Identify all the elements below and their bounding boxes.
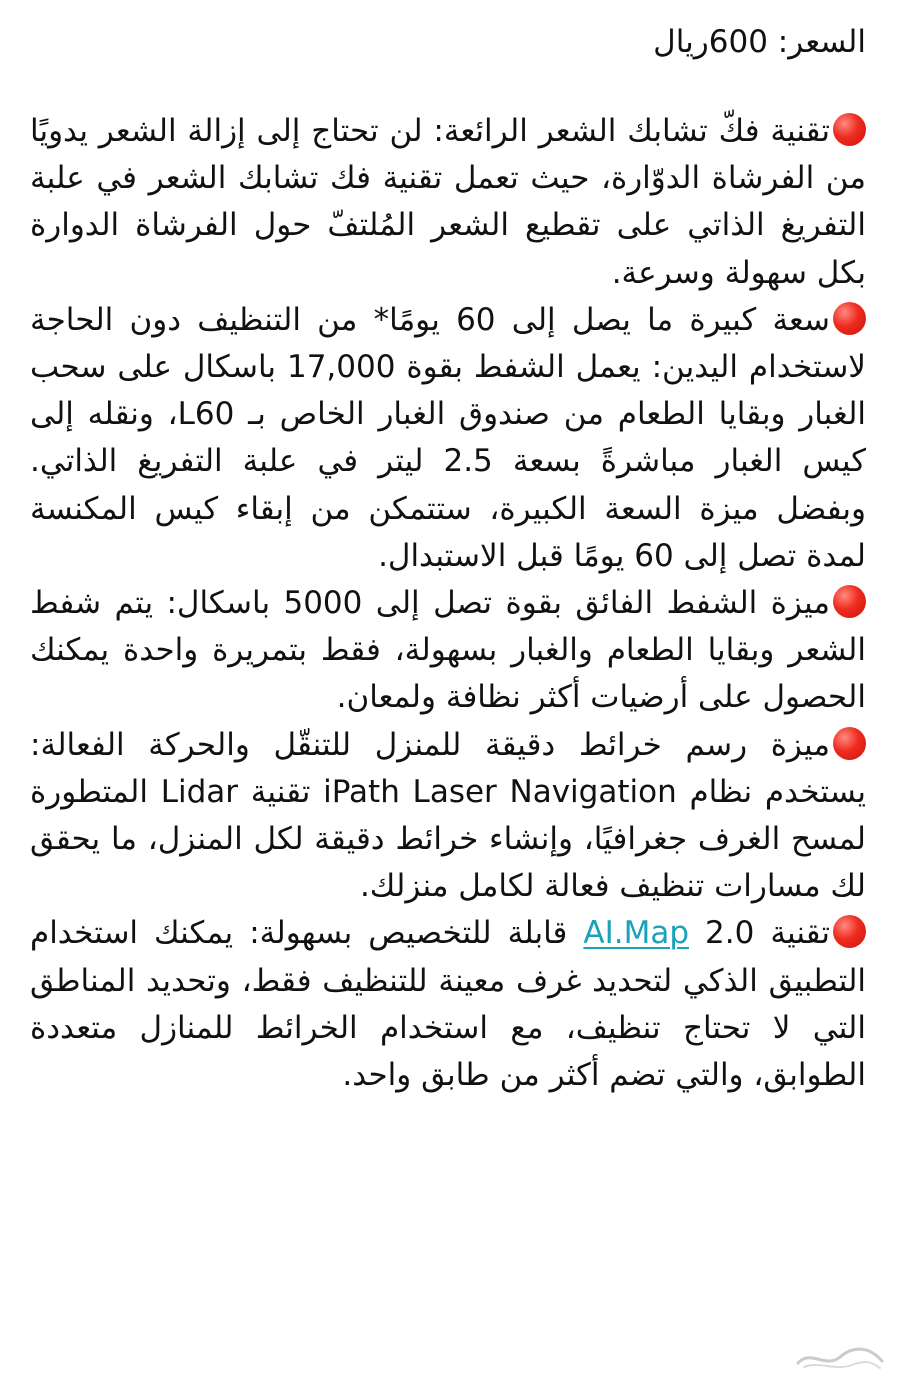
- red-circle-icon: [833, 113, 866, 146]
- feature-text: سعة كبيرة ما يصل إلى 60 يومًا* من التنظيف دون الحاجة لاستخدام اليدين: يعمل الشفط بقوة 17,000 باسكال على سحب الغبار وبقايا الطعام من صندوق الغبار الخاص بـ L60، ونقله إلى كيس الغبار مباشرةً بسعة 2.5 ليتر في علبة التفريغ الذاتي. وبفضل ميزة السعة الكبيرة، ستتمكن من إبقاء كيس المكنسة لمدة تصل إلى 60 يومًا قبل الاستبدال.: [30, 301, 867, 574]
- red-circle-icon: [833, 727, 866, 760]
- watermark-logo: [792, 1339, 888, 1373]
- feature-text-before-link: تقنية 2.0: [689, 915, 830, 952]
- feature-text-after-link: قابلة للتخصيص بسهولة: يمكنك استخدام التطبيق الذكي لتحديد غرف معينة للتنظيف فقط، وتحديد المناطق التي لا تحتاج تنظيف، مع استخدام الخرائط للمنازل متعددة الطوابق، والتي تضم أكثر من طابق واحد.: [30, 915, 866, 1094]
- feature-paragraph-ai-map: [30, 910, 866, 1099]
- feature-text: ميزة رسم خرائط دقيقة للمنزل للتنقّل والحركة الفعالة: يستخدم نظام iPath Laser Navigation تقنية Lidar المتطورة لمسح الغرف جغرافيًا، وإنشاء خرائط دقيقة لكل المنزل، ما يحقق لك مسارات تنظيف فعالة لكامل منزلك.: [30, 726, 866, 905]
- ai-map-link[interactable]: AI.Map: [583, 915, 690, 952]
- feature-paragraph-suction: [30, 580, 866, 722]
- red-circle-icon: [833, 302, 866, 335]
- feature-paragraph-capacity: [30, 297, 866, 580]
- feature-text: ميزة الشفط الفائق بقوة تصل إلى 5000 باسكال: يتم شفط الشعر وبقايا الطعام والغبار بسهولة، فقط بتمريرة واحدة يمكنك الحصول على أرضيات أكثر نظافة ولمعان.: [30, 585, 866, 716]
- price-line: السعر: 600ريال: [653, 24, 866, 60]
- document-body: [30, 18, 866, 1099]
- red-circle-icon: [833, 585, 866, 618]
- feature-paragraph-hair-detangle: [30, 108, 866, 297]
- feature-paragraph-mapping: [30, 722, 866, 911]
- feature-text: تقنية فكّ تشابك الشعر الرائعة: لن تحتاج إلى إزالة الشعر يدويًا من الفرشاة الدوّارة، حيث تعمل تقنية فك تشابك الشعر في علبة التفريغ الذاتي على تقطيع الشعر المُلتفّ حول الفرشاة الدوارة بكل سهولة وسرعة.: [30, 113, 866, 291]
- red-circle-icon: [833, 915, 866, 948]
